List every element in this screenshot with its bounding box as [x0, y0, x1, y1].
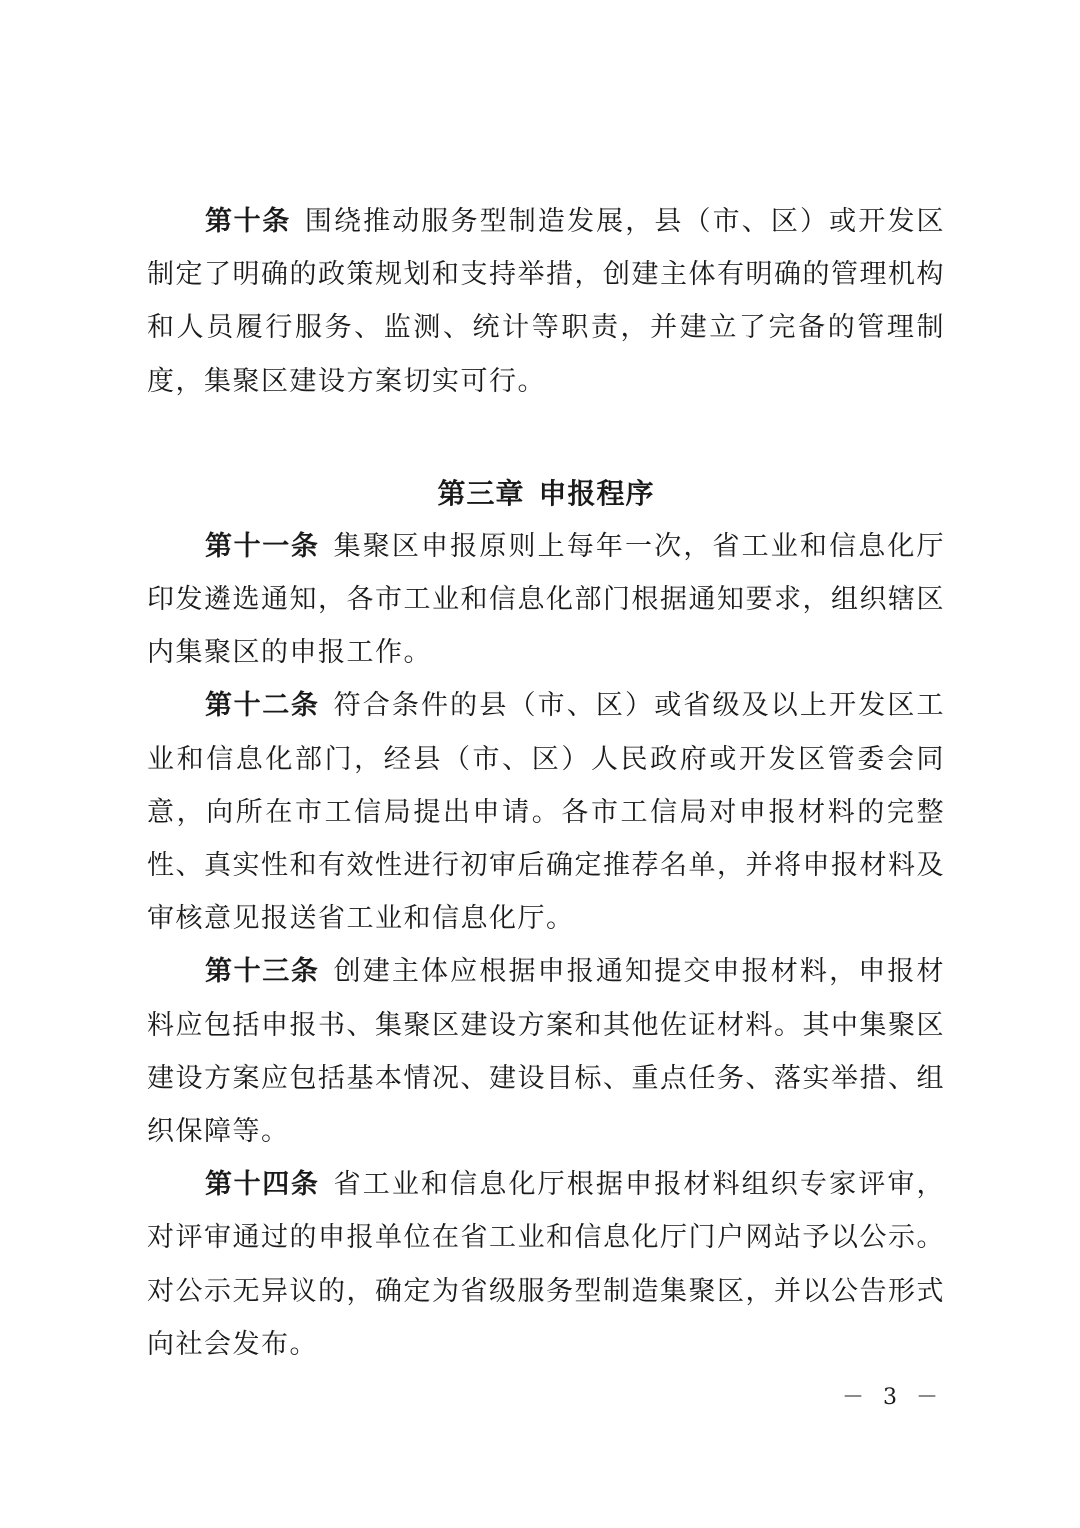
article-14: [147, 1158, 945, 1371]
chapter-number: 第三章: [437, 476, 525, 510]
document-body: [147, 195, 945, 1371]
article-13: [147, 945, 945, 1158]
article-11-text: 集聚区申报原则上每年一次，省工业和信息化厅印发遴选通知，各市工业和信息化部门根据通知要求，组织辖区内集聚区的申报工作。: [147, 530, 946, 669]
chapter-heading: [147, 468, 945, 520]
article-13-label: 第十三条: [205, 956, 320, 988]
page-number: － 3 －: [842, 1385, 944, 1410]
article-12: [147, 679, 945, 945]
article-10: [147, 195, 945, 408]
article-11-label: 第十一条: [205, 530, 320, 562]
article-13-text: 创建主体应根据申报通知提交申报材料，申报材料应包括申报书、集聚区建设方案和其他佐证材料。其中集聚区建设方案应包括基本情况、建设目标、重点任务、落实举措、组织保障等。: [147, 956, 946, 1148]
article-14-text: 省工业和信息化厅根据申报材料组织专家评审，对评审通过的申报单位在省工业和信息化厅门户网站予以公示。对公示无异议的，确定为省级服务型制造集聚区，并以公告形式向社会发布。: [147, 1169, 946, 1360]
article-12-label: 第十二条: [205, 690, 320, 722]
article-10-text: 围绕推动服务型制造发展，县（市、区）或开发区制定了明确的政策规划和支持举措，创建主体有明确的管理机构和人员履行服务、监测、统计等职责，并建立了完备的管理制度，集聚区建设方案切实可行。: [147, 206, 945, 397]
article-12-text: 符合条件的县（市、区）或省级及以上开发区工业和信息化部门，经县（市、区）人民政府或开发区管委会同意，向所在市工信局提出申请。各市工信局对申报材料的完整性、真实性和有效性进行初审后确定推荐名单，并将申报材料及审核意见报送省工业和信息化厅。: [147, 690, 946, 935]
article-11: [147, 520, 945, 680]
chapter-title: 申报程序: [538, 476, 655, 510]
article-14-label: 第十四条: [205, 1169, 320, 1201]
article-10-label: 第十条: [205, 206, 291, 237]
